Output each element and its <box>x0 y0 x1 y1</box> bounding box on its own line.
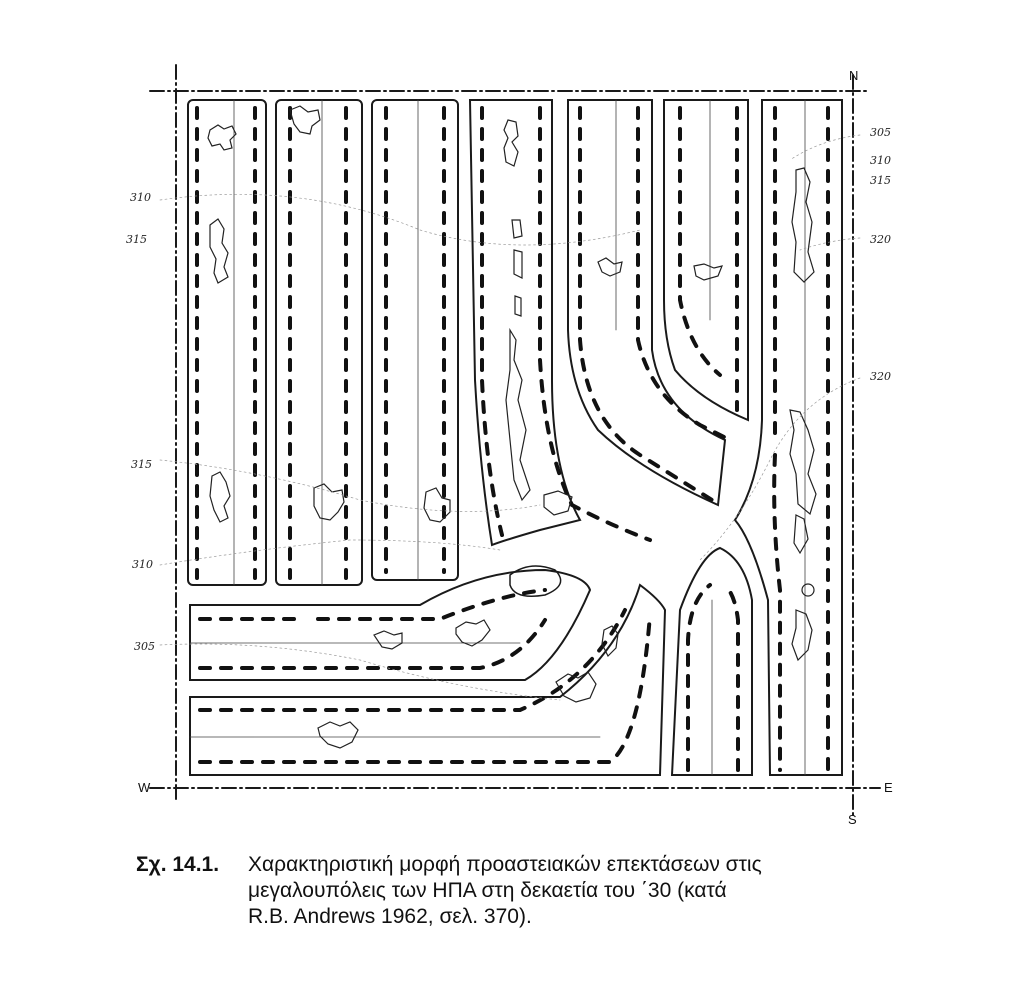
contour-label-right: 315 <box>870 174 891 187</box>
contour-label-left: 310 <box>132 558 153 571</box>
compass-east: E <box>884 780 893 795</box>
caption-line: μεγαλουπόλεις των ΗΠΑ στη δεκαετία του ΄30 (κατά <box>248 879 727 902</box>
compass-west: W <box>138 780 151 795</box>
figure-number: Σχ. 14.1. <box>136 853 220 876</box>
compass-south: S <box>848 812 857 827</box>
contour-label-right: 305 <box>870 126 891 139</box>
contour-label-left: 315 <box>126 233 147 246</box>
caption-text <box>248 852 868 930</box>
contour-label-left: 305 <box>134 640 155 653</box>
contour-label-right: 320 <box>870 370 891 383</box>
contour-label-left: 310 <box>130 191 151 204</box>
block-8 <box>190 570 590 680</box>
compass-north: N <box>849 68 859 83</box>
block-4 <box>470 100 580 545</box>
caption-line: Χαρακτηριστική μορφή προαστειακών επεκτάσεων στις <box>248 853 762 876</box>
contour-label-right: 320 <box>870 233 891 246</box>
block-5 <box>568 100 725 505</box>
contour-label-left: 315 <box>131 458 152 471</box>
contour-label-right: 310 <box>870 154 891 167</box>
caption-line: R.B. Andrews 1962, σελ. 370). <box>248 905 532 928</box>
